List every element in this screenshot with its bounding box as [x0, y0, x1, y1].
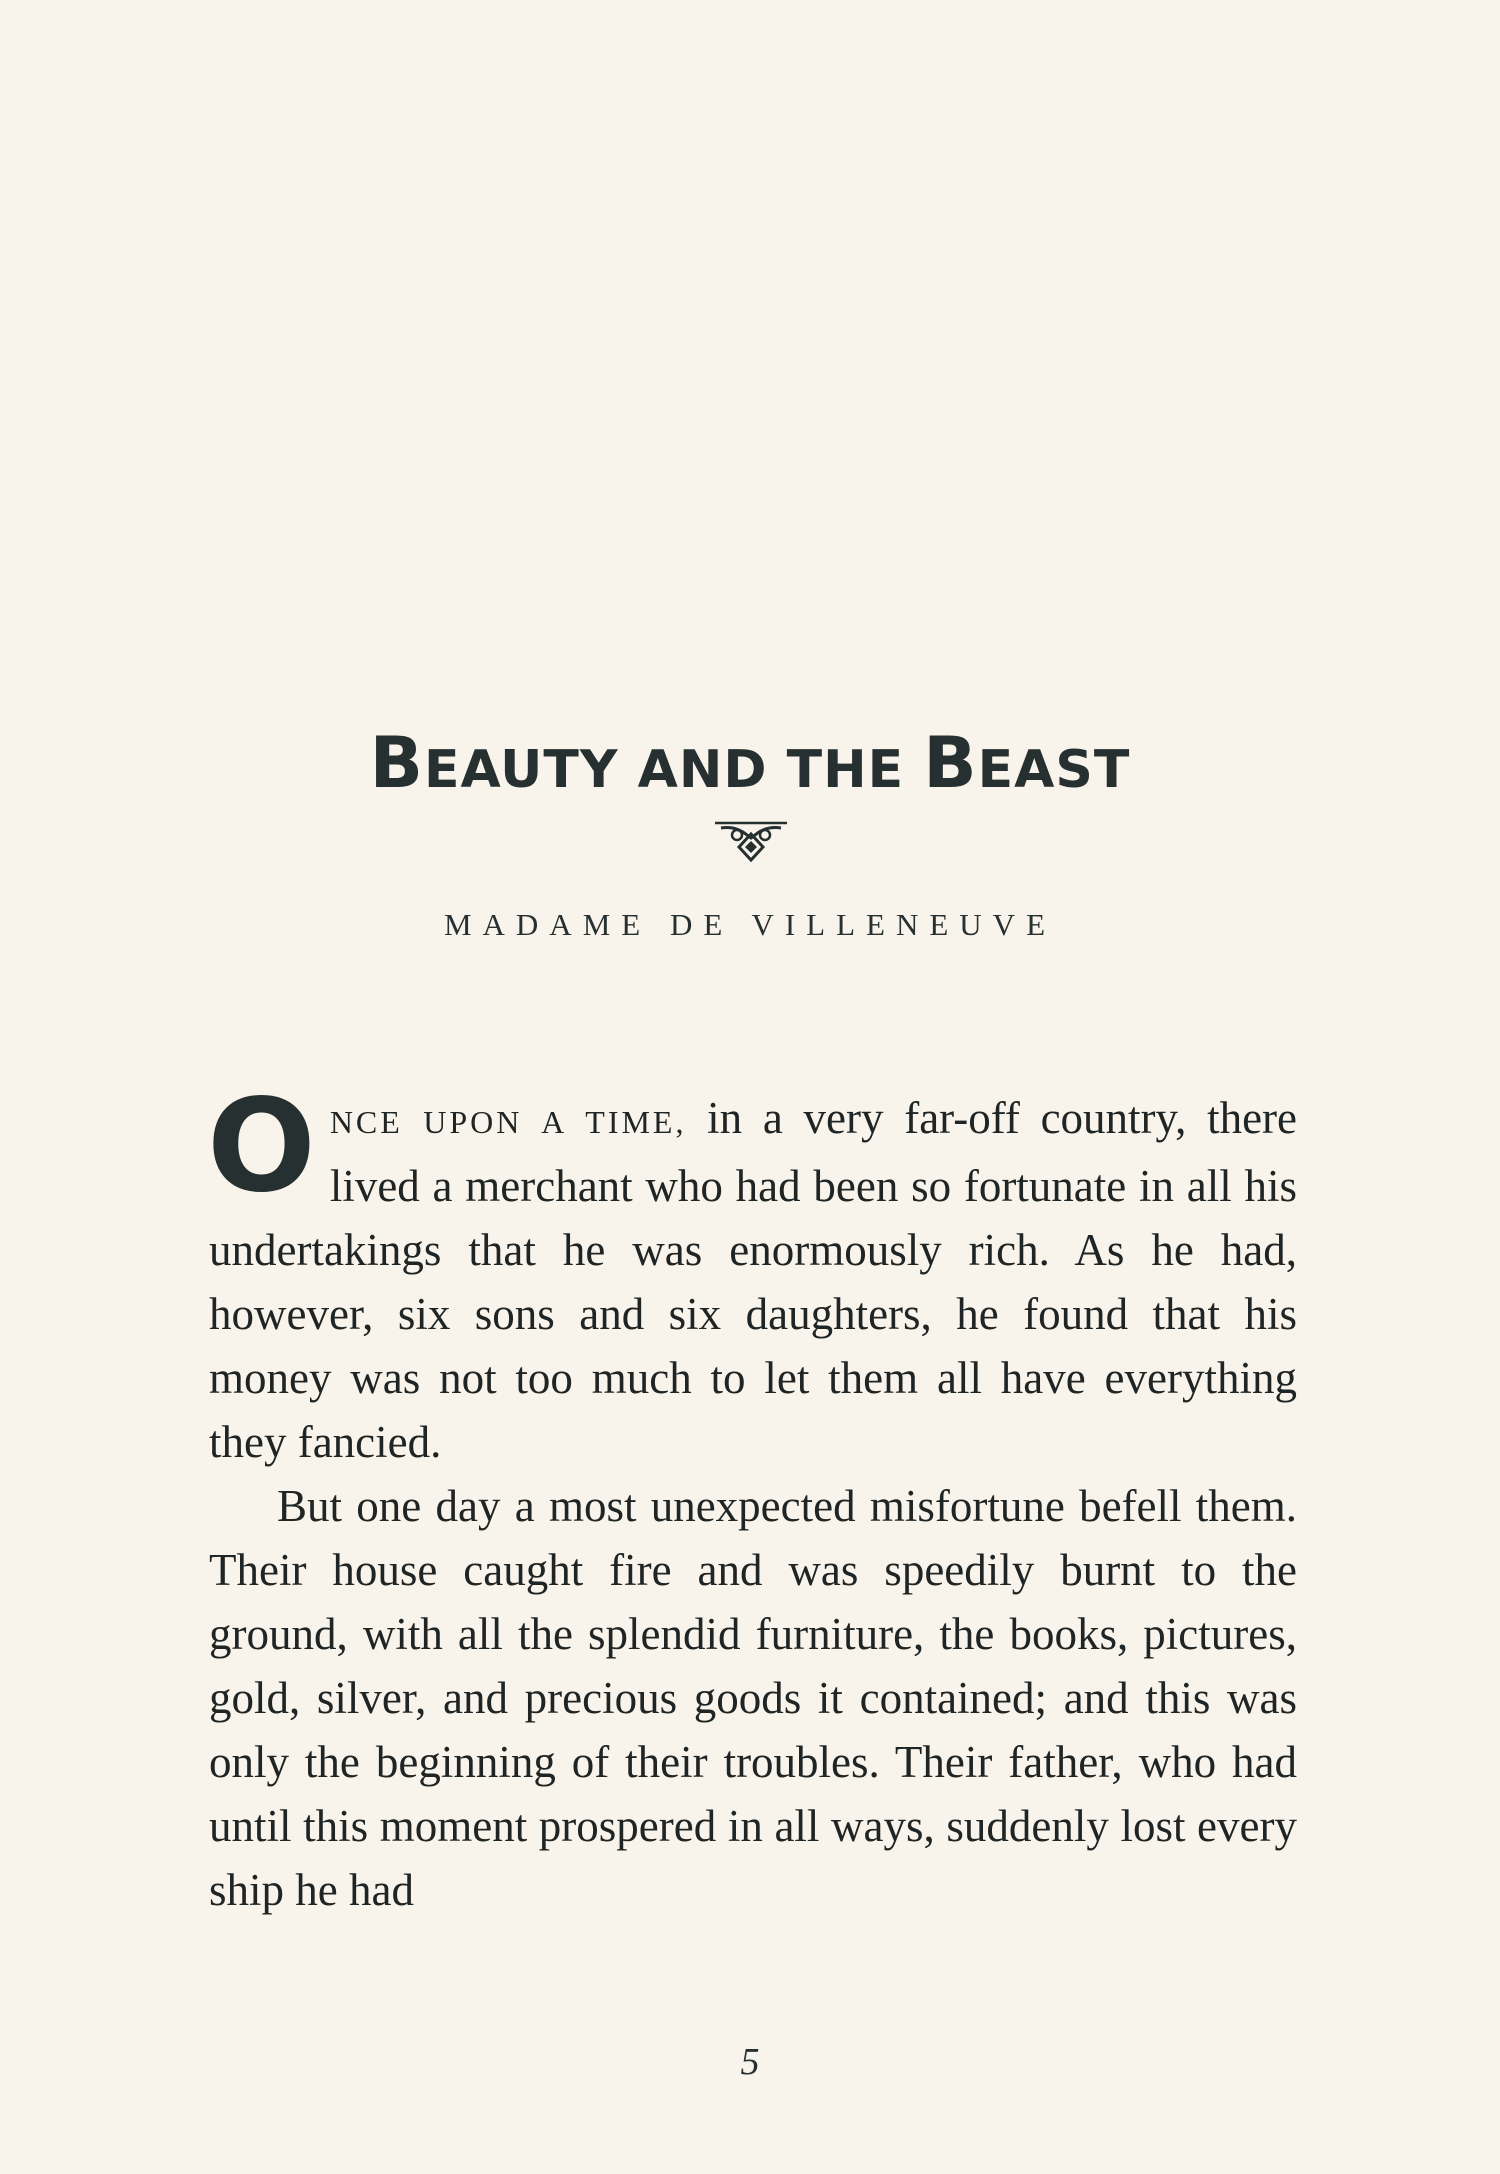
title-text-part1: EAUTY AND THE: [424, 740, 924, 800]
story-title: [200, 722, 1300, 805]
diamond-scroll-ornament-icon: [713, 820, 789, 864]
page-number: 5: [740, 2041, 760, 2083]
drop-cap: O: [207, 1072, 316, 1221]
paragraph-1-text: in a very far-off country, there lived a merchant who had been so fortunate in all his undertakings that he was enormously rich. As he had, however, six sons and six daughters, he found that his money was not too much to let them all have everything they fancied.: [209, 1093, 1298, 1467]
title-capital-b2: B: [923, 722, 978, 804]
paragraph-1: [207, 1072, 1298, 1474]
paragraph-2: But one day a most unexpected misfortune befell them. Their house caught fire and was speedily burnt to the ground, with all the splendid furniture, the books, pictures, gold, silver, and precious goods it contained; and this was only the beginning of their troubles. Their father, who had until this moment prospered in all ways, suddenly lost every ship he had: [209, 1481, 1297, 1915]
title-text-part2: EAST: [977, 740, 1131, 800]
opening-small-caps: NCE UPON A TIME,: [329, 1104, 687, 1140]
story-body: [207, 1072, 1298, 1922]
author-name: MADAME DE VILLENEUVE: [443, 907, 1057, 942]
title-capital-b1: B: [369, 722, 425, 804]
